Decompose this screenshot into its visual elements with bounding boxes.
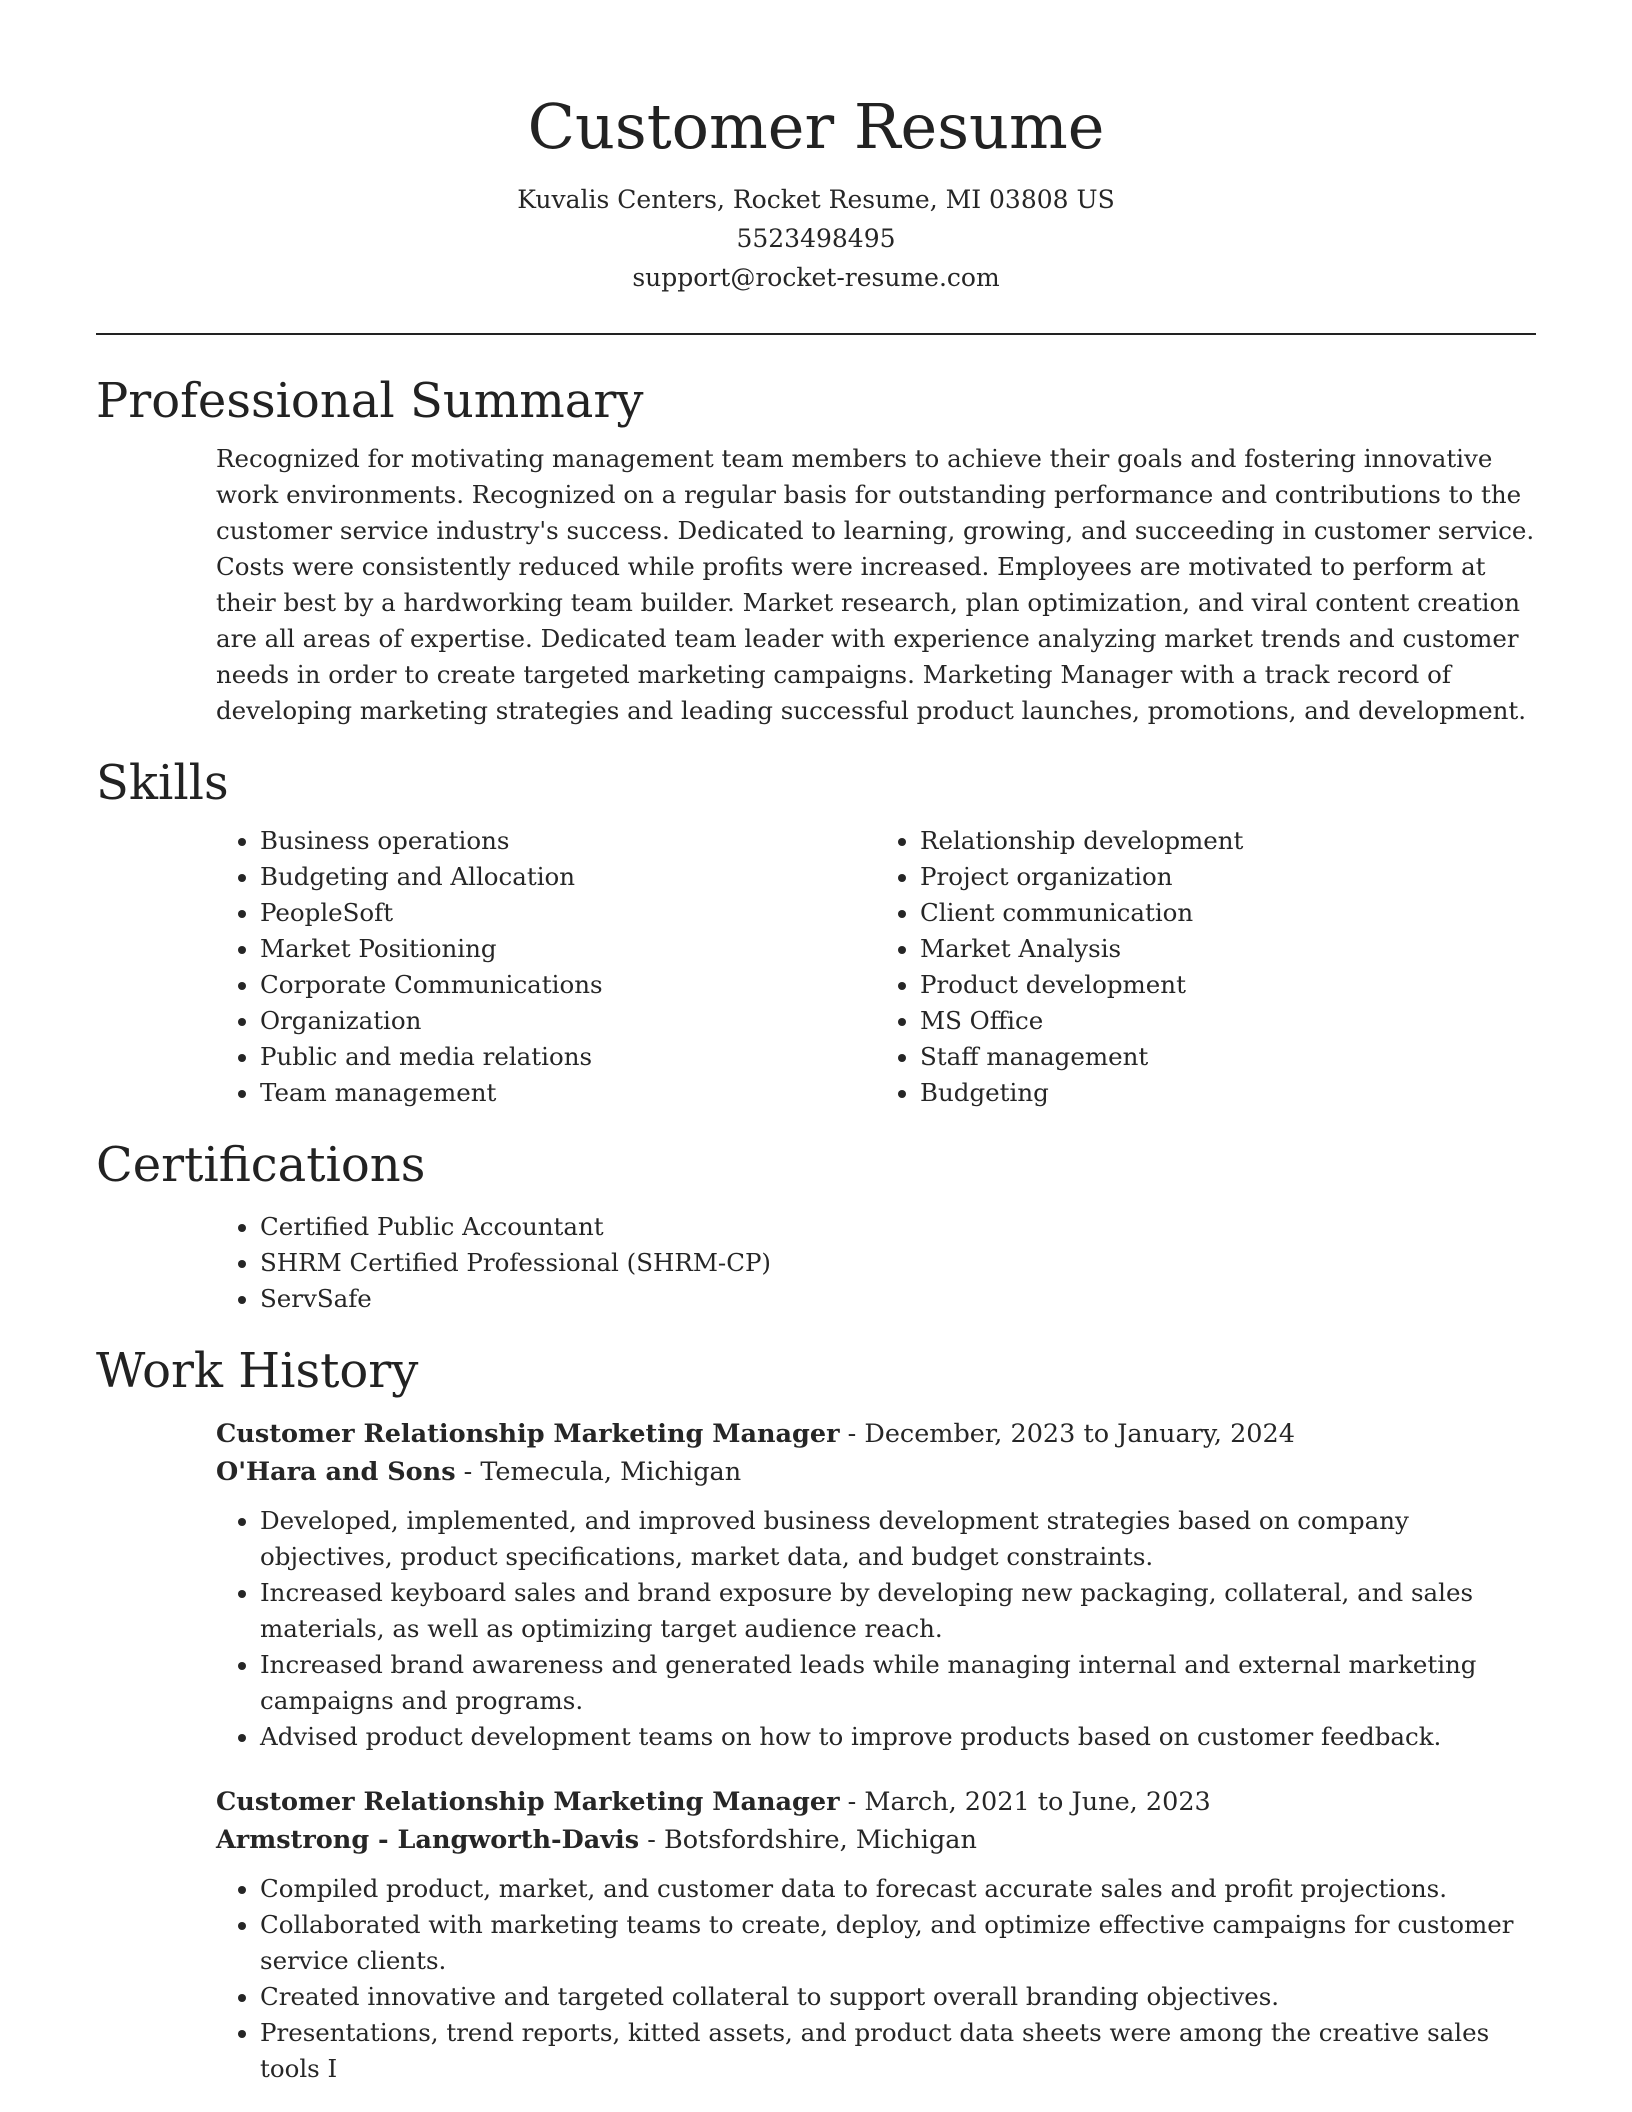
job-bullet: • Compiled product, market, and customer data to forecast accurate sales and profit projections. [260, 1871, 1536, 1907]
skill-item: • Corporate Communications [260, 967, 876, 1003]
skills-section [96, 753, 1536, 1111]
certifications-section [96, 1135, 1536, 1317]
job-dates: March, 2021 to June, 2023 [864, 1787, 1211, 1817]
resume-name: Customer Resume [527, 90, 1105, 163]
skill-item: • Market Analysis [920, 931, 1536, 967]
contact-block [96, 180, 1536, 297]
job-entry [216, 1783, 1536, 2087]
job-title-line: Customer Relationship Marketing Manager - December, 2023 to January, 2024 [216, 1419, 1295, 1449]
skill-item: • MS Office [920, 1003, 1536, 1039]
summary-heading: Professional Summary [96, 373, 644, 429]
header-divider [96, 333, 1536, 335]
contact-phone: 5523498495 [736, 224, 896, 253]
job-location: Botsfordshire, Michigan [663, 1825, 977, 1855]
jobs-list [96, 1415, 1536, 2087]
job-bullet: • Developed, implemented, and improved business development strategies based on company objectives, product specifications, market data, and budget constraints. [260, 1503, 1536, 1575]
resume-page [96, 0, 1536, 2087]
work-history-section [96, 1341, 1536, 2087]
job-company: O'Hara and Sons [216, 1457, 456, 1487]
skill-item: • Public and media relations [260, 1039, 876, 1075]
job-bullet: • Created innovative and targeted collateral to support overall branding objectives. [260, 1979, 1536, 2015]
skill-item: • Organization [260, 1003, 876, 1039]
certifications-block [216, 1209, 1536, 1317]
skill-item: • PeopleSoft [260, 895, 876, 931]
job-bullets [216, 1503, 1536, 1755]
job-company-line: Armstrong - Langworth-Davis - Botsfordshire, Michigan [216, 1825, 977, 1855]
job-bullet: • Increased keyboard sales and brand exposure by developing new packaging, collateral, and sales materials, as well as optimizing target audience reach. [260, 1575, 1536, 1647]
skills-columns [216, 823, 1536, 1111]
job-bullet: • Collaborated with marketing teams to create, deploy, and optimize effective campaigns for customer service clients. [260, 1907, 1536, 1979]
skills-list-right [876, 823, 1536, 1111]
certification-item: • Certified Public Accountant [260, 1209, 1536, 1245]
skill-item: • Team management [260, 1075, 876, 1111]
job-bullet: • Presentations, trend reports, kitted assets, and product data sheets were among the creative sales tools I [260, 2015, 1536, 2087]
job-company: Armstrong - Langworth-Davis [216, 1825, 640, 1855]
skill-item: • Product development [920, 967, 1536, 1003]
skills-heading: Skills [96, 755, 229, 811]
skill-item: • Staff management [920, 1039, 1536, 1075]
job-location: Temecula, Michigan [480, 1457, 742, 1487]
summary-section [96, 371, 1536, 729]
job-role: Customer Relationship Marketing Manager [216, 1419, 840, 1449]
contact-email: support@rocket-resume.com [632, 263, 1000, 292]
summary-text: Recognized for motivating management team members to achieve their goals and fostering innovative work environments. Recognized on a regular basis for outstanding performance and contributions to the customer service industry's success. Dedicated to learning, growing, and succeeding in customer service. Costs were consistently reduced while profits were increased. Employees are motivated to perform at their best by a hardworking team builder. Market research, plan optimization, and viral content creation are all areas of expertise. Dedicated team leader with experience analyzing market trends and customer needs in order to create targeted marketing campaigns. Marketing Manager with a track record of developing marketing strategies and leading successful product launches, promotions, and development. [216, 444, 1535, 725]
job-role: Customer Relationship Marketing Manager [216, 1787, 840, 1817]
skill-item: • Client communication [920, 895, 1536, 931]
certifications-list [216, 1209, 1536, 1317]
job-bullet: • Increased brand awareness and generated leads while managing internal and external marketing campaigns and programs. [260, 1647, 1536, 1719]
job-title-line: Customer Relationship Marketing Manager - March, 2021 to June, 2023 [216, 1787, 1211, 1817]
job-company-line: O'Hara and Sons - Temecula, Michigan [216, 1457, 742, 1487]
contact-address: Kuvalis Centers, Rocket Resume, MI 03808 US [517, 185, 1115, 214]
skills-list-left [216, 823, 876, 1111]
skill-item: • Relationship development [920, 823, 1536, 859]
work-history-heading: Work History [96, 1343, 419, 1399]
skill-item: • Budgeting [920, 1075, 1536, 1111]
skill-item: • Budgeting and Allocation [260, 859, 876, 895]
skill-item: • Market Positioning [260, 931, 876, 967]
job-bullets [216, 1871, 1536, 2087]
job-bullet: • Advised product development teams on how to improve products based on customer feedback. [260, 1719, 1536, 1755]
skill-item: • Project organization [920, 859, 1536, 895]
skill-item: • Business operations [260, 823, 876, 859]
job-dates: December, 2023 to January, 2024 [864, 1419, 1295, 1449]
certification-item: • SHRM Certified Professional (SHRM-CP) [260, 1245, 1536, 1281]
certifications-heading: Certifications [96, 1137, 426, 1193]
job-entry [216, 1415, 1536, 1755]
certification-item: • ServSafe [260, 1281, 1536, 1317]
